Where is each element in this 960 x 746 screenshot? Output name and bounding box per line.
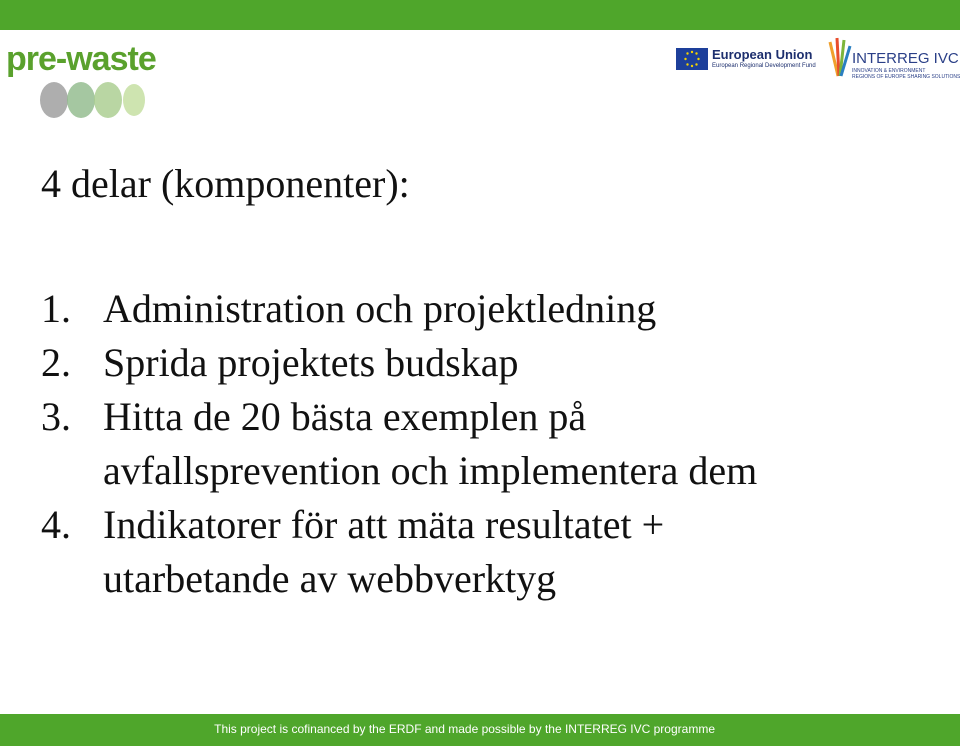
interreg-logo-subtitle [852, 68, 960, 80]
interreg-logo [822, 34, 960, 82]
eu-flag-icon [676, 48, 708, 70]
footer-text: This project is cofinanced by the ERDF and made possible by the INTERREG IVC programme [214, 722, 715, 736]
list-item-text: Hitta de 20 bästa exemplen på [103, 394, 587, 439]
interreg-subtitle-line2: REGIONS OF EUROPE SHARING SOLUTIONS [852, 74, 960, 80]
eu-logo-name: European Union [712, 47, 813, 62]
interreg-logo-name: INTERREG IVC [852, 50, 959, 67]
list-item [41, 498, 757, 606]
list-item [41, 390, 757, 498]
eu-logo [676, 45, 816, 73]
list-item-text: Administration och projektledning [103, 286, 657, 331]
slide-heading: 4 delar (komponenter): [41, 161, 410, 206]
top-green-bar [0, 0, 960, 30]
interreg-subtitle-line1: INNOVATION & ENVIRONMENT [852, 68, 926, 74]
list-item [41, 282, 757, 336]
list-item-number: 1. [41, 286, 71, 331]
list-item-text-continued: avfallsprevention och implementera dem [103, 448, 758, 493]
list-item-number: 3. [41, 394, 71, 439]
fingerprint-icons [36, 80, 146, 120]
pre-waste-logo-text: pre-waste [6, 40, 156, 78]
component-list [41, 282, 757, 606]
list-item-number: 2. [41, 340, 71, 385]
eu-logo-subtitle: European Regional Development Fund [712, 63, 816, 69]
list-item-text: Sprida projektets budskap [103, 340, 519, 385]
pre-waste-logo [6, 40, 166, 122]
list-item-text: Indikatorer för att mäta resultatet + [103, 502, 665, 547]
list-item [41, 336, 757, 390]
list-item-number: 4. [41, 502, 71, 547]
interreg-rays-icon [822, 34, 852, 78]
list-item-text-continued: utarbetande av webbverktyg [103, 556, 557, 601]
